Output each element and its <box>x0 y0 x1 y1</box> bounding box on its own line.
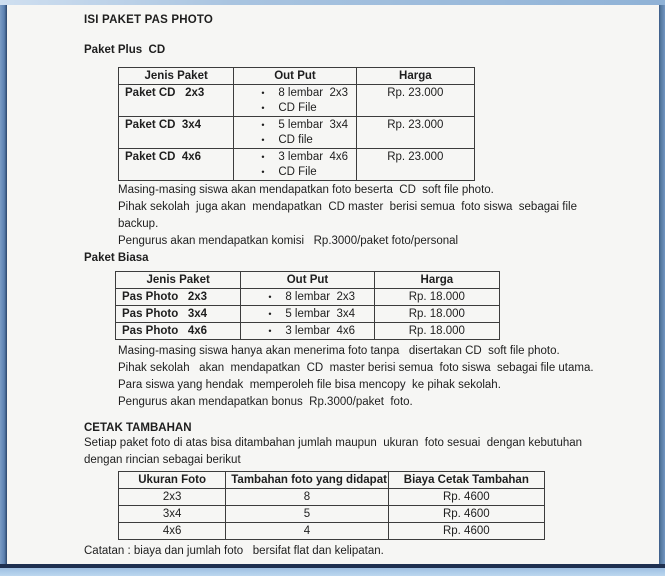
bullet-icon: • <box>268 292 272 302</box>
cell-output <box>234 85 356 117</box>
frame-bottom-border <box>0 568 665 576</box>
cell-output <box>234 117 356 149</box>
cell-jenis-paket: Paket CD 4x6 <box>119 149 234 181</box>
cell-harga: Rp. 23.000 <box>356 85 474 117</box>
bullet-icon: • <box>261 88 265 98</box>
column-header-jenis-paket: Jenis Paket <box>116 272 241 289</box>
cell-harga: Rp. 18.000 <box>374 289 499 306</box>
column-header-biaya-cetak: Biaya Cetak Tambahan <box>388 472 544 489</box>
cell-jenis-paket: Paket CD 2x3 <box>119 85 234 117</box>
cell-jenis-paket: Pas Photo 4x6 <box>116 323 241 340</box>
cetak-intro <box>84 435 651 469</box>
note-line: Masing-masing siswa akan mendapatkan foto beserta CD soft file photo. <box>118 184 494 196</box>
table-row <box>119 523 545 540</box>
note-line: Pengurus akan mendapatkan komisi Rp.3000/paket foto/personal <box>118 235 459 247</box>
table-row <box>116 306 500 323</box>
bullet-icon: • <box>268 309 272 319</box>
cell-output <box>241 323 374 340</box>
output-line: • CD File <box>261 102 317 114</box>
table-row <box>119 506 545 523</box>
cell-output <box>234 149 356 181</box>
bullet-icon: • <box>261 120 265 130</box>
document-page <box>7 5 659 564</box>
column-header-out-put: Out Put <box>241 272 374 289</box>
section-heading-cetak-tambahan: CETAK TAMBAHAN <box>84 422 192 434</box>
output-line: • 3 lembar 4x6 <box>261 151 348 163</box>
table-header-row <box>116 272 500 289</box>
bullet-icon: • <box>261 103 265 113</box>
cell-output <box>241 289 374 306</box>
column-header-harga: Harga <box>374 272 499 289</box>
frame-left-border <box>0 5 7 564</box>
cell-ukuran: 2x3 <box>119 489 226 506</box>
section-heading-paket-plus-cd: Paket Plus CD <box>84 44 166 56</box>
table-row <box>119 149 475 181</box>
output-line: • 5 lembar 3x4 <box>268 308 355 320</box>
cell-ukuran: 4x6 <box>119 523 226 540</box>
notes-paket-biasa <box>118 343 651 411</box>
table-paket-biasa <box>115 271 500 340</box>
cell-tambahan: 5 <box>226 506 388 523</box>
output-line: • CD file <box>261 134 313 146</box>
note-line: backup. <box>118 218 159 230</box>
table-row <box>116 289 500 306</box>
notes-paket-plus-cd <box>118 182 651 250</box>
page-title: ISI PAKET PAS PHOTO <box>84 14 214 26</box>
bullet-icon: • <box>261 152 265 162</box>
output-line: • 8 lembar 2x3 <box>261 87 348 99</box>
cell-output <box>241 306 374 323</box>
bullet-icon: • <box>261 135 265 145</box>
table-row <box>119 117 475 149</box>
table-row <box>119 85 475 117</box>
intro-line: Setiap paket foto di atas bisa ditambahan jumlah maupun ukuran foto sesuai dengan kebutuhan <box>84 437 583 449</box>
note-line: Pihak sekolah akan mendapatkan CD master berisi semua foto siswa sebagai file utama. <box>118 362 594 374</box>
frame-right-border <box>659 5 665 564</box>
bullet-icon: • <box>268 326 272 336</box>
cell-biaya: Rp. 4600 <box>388 523 544 540</box>
table-header-row <box>119 472 545 489</box>
cell-harga: Rp. 23.000 <box>356 117 474 149</box>
section-heading-paket-biasa: Paket Biasa <box>84 252 149 264</box>
cell-biaya: Rp. 4600 <box>388 489 544 506</box>
output-line: • CD File <box>261 166 317 178</box>
column-header-tambahan-foto: Tambahan foto yang didapat <box>226 472 388 489</box>
output-line: • 3 lembar 4x6 <box>268 325 355 337</box>
bullet-icon: • <box>261 167 265 177</box>
cell-harga: Rp. 18.000 <box>374 323 499 340</box>
cell-jenis-paket: Paket CD 3x4 <box>119 117 234 149</box>
table-row <box>119 489 545 506</box>
column-header-ukuran-foto: Ukuran Foto <box>119 472 226 489</box>
column-header-out-put: Out Put <box>234 68 356 85</box>
table-row <box>116 323 500 340</box>
column-header-jenis-paket: Jenis Paket <box>119 68 234 85</box>
cell-jenis-paket: Pas Photo 2x3 <box>116 289 241 306</box>
catatan-note: Catatan : biaya dan jumlah foto bersifat flat dan kelipatan. <box>84 545 384 557</box>
cell-tambahan: 4 <box>226 523 388 540</box>
output-line: • 8 lembar 2x3 <box>268 291 355 303</box>
column-header-harga: Harga <box>356 68 474 85</box>
note-line: Pihak sekolah juga akan mendapatkan CD master berisi semua foto siswa sebagai file <box>118 201 577 213</box>
table-cetak-tambahan <box>118 471 545 540</box>
output-line: • 5 lembar 3x4 <box>261 119 348 131</box>
table-header-row <box>119 68 475 85</box>
table-paket-plus-cd <box>118 67 475 181</box>
note-line: Para siswa yang hendak memperoleh file bisa mencopy ke pihak sekolah. <box>118 379 501 391</box>
note-line: Masing-masing siswa hanya akan menerima foto tanpa disertakan CD soft file photo. <box>118 345 560 357</box>
cell-harga: Rp. 18.000 <box>374 306 499 323</box>
cell-jenis-paket: Pas Photo 3x4 <box>116 306 241 323</box>
cell-tambahan: 8 <box>226 489 388 506</box>
intro-line: dengan rincian sebagai berikut <box>84 454 241 466</box>
note-line: Pengurus akan mendapatkan bonus Rp.3000/paket foto. <box>118 396 413 408</box>
cell-ukuran: 3x4 <box>119 506 226 523</box>
cell-harga: Rp. 23.000 <box>356 149 474 181</box>
cell-biaya: Rp. 4600 <box>388 506 544 523</box>
